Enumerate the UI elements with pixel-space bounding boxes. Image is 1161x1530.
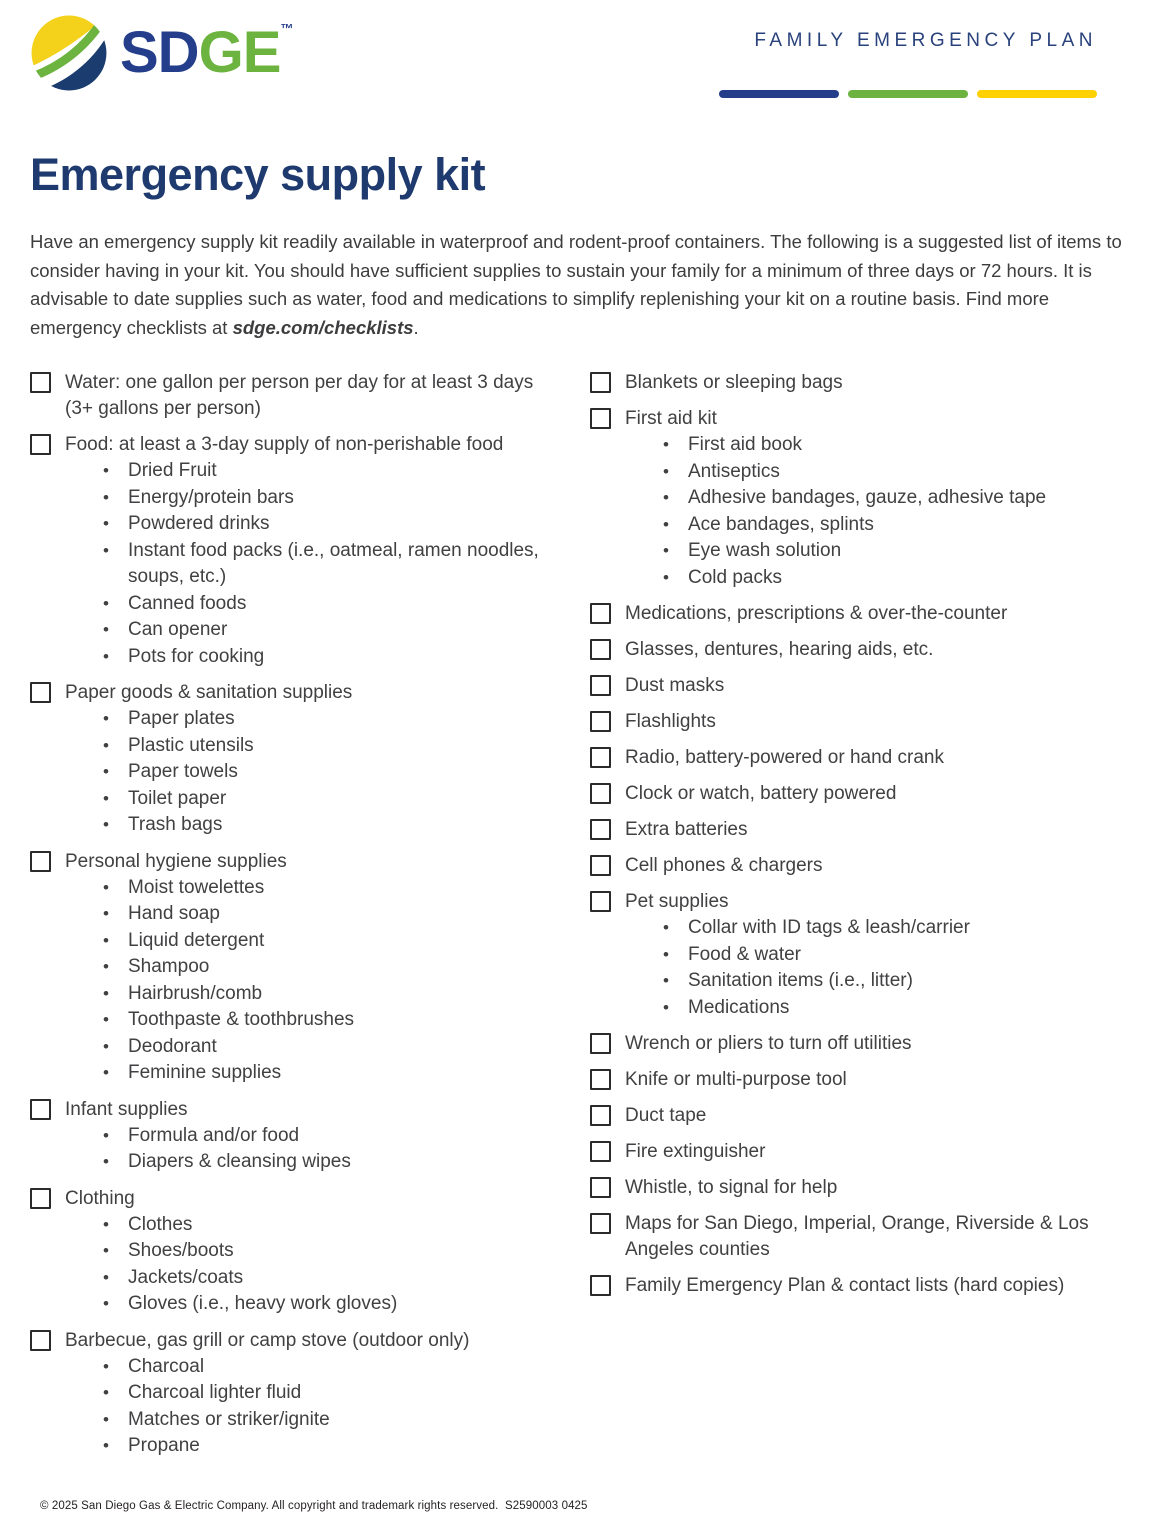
sub-item-list bbox=[65, 1123, 560, 1176]
sub-item: • Feminine supplies bbox=[103, 1060, 560, 1087]
logo-ge: GE bbox=[198, 20, 281, 85]
sub-item: • Medications bbox=[663, 995, 1111, 1022]
sub-item: • Paper plates bbox=[103, 706, 560, 733]
checklist-item bbox=[590, 745, 1111, 771]
yellow-bar bbox=[977, 90, 1097, 98]
checklist-item-label: Extra batteries bbox=[625, 819, 748, 840]
green-bar bbox=[848, 90, 968, 98]
checklist-item bbox=[590, 817, 1111, 843]
checkbox[interactable] bbox=[590, 819, 611, 840]
checklist-item-label: Flashlights bbox=[625, 711, 716, 732]
sub-item-list bbox=[65, 1212, 560, 1318]
sub-item: • Collar with ID tags & leash/carrier bbox=[663, 915, 1111, 942]
checklist-item-label: Glasses, dentures, hearing aids, etc. bbox=[625, 639, 934, 660]
sub-item: • Sanitation items (i.e., litter) bbox=[663, 968, 1111, 995]
checkbox[interactable] bbox=[590, 747, 611, 768]
checklist-item-label: Blankets or sleeping bags bbox=[625, 372, 843, 393]
checkbox[interactable] bbox=[30, 682, 51, 703]
checklist-item-label: Barbecue, gas grill or camp stove (outdoor only) bbox=[65, 1329, 470, 1351]
sub-item-list bbox=[625, 432, 1111, 591]
checklist-item-label: Paper goods & sanitation supplies bbox=[65, 682, 353, 703]
sub-item-list bbox=[65, 706, 560, 839]
sub-item: • Pots for cooking bbox=[103, 644, 560, 671]
checklist-item-label: Food: at least a 3-day supply of non-perishable food bbox=[65, 434, 504, 455]
sub-item: • Energy/protein bars bbox=[103, 485, 560, 512]
checklist-item-label: Clothing bbox=[65, 1187, 135, 1209]
sub-item: • Eye wash solution bbox=[663, 538, 1111, 565]
sub-item: • Hand soap bbox=[103, 901, 560, 928]
sub-item: • Propane bbox=[103, 1433, 560, 1460]
checkbox[interactable] bbox=[590, 1177, 611, 1198]
checklist-item-label: Clock or watch, battery powered bbox=[625, 783, 897, 804]
checklist-item-label: Medications, prescriptions & over-the-counter bbox=[625, 603, 1008, 624]
checkbox[interactable] bbox=[30, 372, 51, 393]
checkbox[interactable] bbox=[590, 1105, 611, 1126]
intro-text: Have an emergency supply kit readily available in waterproof and rodent-proof containers. The following is a suggested list of items to consider having in your kit. You should have sufficient supplies to sustain your family for a minimum of three days or 72 hours. It is advisable to date supplies such as water, food and medications to simplify replenishing your kit on a routine basis. Find more emergency checklists at bbox=[30, 231, 1122, 338]
checkbox[interactable] bbox=[30, 1188, 51, 1209]
checklist-item bbox=[590, 673, 1111, 699]
checklist-item bbox=[590, 1139, 1111, 1165]
sub-item: • Deodorant bbox=[103, 1034, 560, 1061]
sub-item: • Shampoo bbox=[103, 954, 560, 981]
checkbox[interactable] bbox=[30, 1099, 51, 1120]
checklist-item bbox=[590, 1211, 1111, 1263]
sub-item: • Formula and/or food bbox=[103, 1123, 560, 1150]
sub-item: • Diapers & cleansing wipes bbox=[103, 1149, 560, 1176]
checklist-item bbox=[30, 849, 560, 1087]
checklist-item bbox=[30, 680, 560, 839]
checklist-item-label: Pet supplies bbox=[625, 891, 729, 912]
checklist-item-label: Water: one gallon per person per day for at least 3 days (3+ gallons per person) bbox=[65, 372, 534, 419]
sub-item: • Powdered drinks bbox=[103, 511, 560, 538]
sub-item: • Matches or striker/ignite bbox=[103, 1407, 560, 1434]
checkbox[interactable] bbox=[590, 639, 611, 660]
sub-item-list bbox=[65, 875, 560, 1087]
checkbox[interactable] bbox=[590, 372, 611, 393]
sub-item: • Trash bags bbox=[103, 812, 560, 839]
checklist-item-label: Knife or multi-purpose tool bbox=[625, 1069, 847, 1090]
sub-item: • Instant food packs (i.e., oatmeal, ramen noodles, soups, etc.) bbox=[103, 538, 560, 591]
sub-item: • Dried Fruit bbox=[103, 458, 560, 485]
checklist-item bbox=[590, 370, 1111, 396]
intro-text-end: . bbox=[413, 316, 419, 338]
sub-item: • Moist towelettes bbox=[103, 875, 560, 902]
sub-item: • Gloves (i.e., heavy work gloves) bbox=[103, 1291, 560, 1318]
checklist-item bbox=[30, 1186, 560, 1318]
checklist-item bbox=[30, 1097, 560, 1176]
checklist-item bbox=[590, 781, 1111, 807]
checklist-item bbox=[590, 637, 1111, 663]
checklist-item-label: Wrench or pliers to turn off utilities bbox=[625, 1033, 912, 1054]
logo-sd: SD bbox=[120, 20, 199, 85]
sub-item: • Adhesive bandages, gauze, adhesive tape bbox=[663, 485, 1111, 512]
navy-bar bbox=[719, 90, 839, 98]
sub-item: • Hairbrush/comb bbox=[103, 981, 560, 1008]
checklist-item-label: Family Emergency Plan & contact lists (hard copies) bbox=[625, 1275, 1065, 1296]
checkbox[interactable] bbox=[30, 1330, 51, 1351]
checklists-url: sdge.com/checklists bbox=[232, 316, 414, 338]
footer-copyright: © 2025 San Diego Gas & Electric Company. All copyright and trademark rights reserved. S2590003 0425 bbox=[40, 1500, 588, 1512]
checklist-item bbox=[30, 370, 560, 422]
checklist-item-label: First aid kit bbox=[625, 408, 717, 429]
sub-item: • Shoes/boots bbox=[103, 1238, 560, 1265]
checklist-item-label: Dust masks bbox=[625, 675, 725, 696]
page-header bbox=[0, 0, 1161, 100]
checklist-item bbox=[590, 853, 1111, 879]
sub-item: • Food & water bbox=[663, 942, 1111, 969]
sub-item: • Paper towels bbox=[103, 759, 560, 786]
sub-item: • Liquid detergent bbox=[103, 928, 560, 955]
checklist-item bbox=[590, 1273, 1111, 1299]
checklist-item bbox=[590, 1175, 1111, 1201]
sub-item: • Charcoal bbox=[103, 1354, 560, 1381]
checkbox[interactable] bbox=[590, 1213, 611, 1234]
checklist-item-label: Fire extinguisher bbox=[625, 1141, 766, 1162]
intro-paragraph bbox=[30, 228, 1128, 342]
checkbox[interactable] bbox=[590, 1033, 611, 1054]
sub-item: • Charcoal lighter fluid bbox=[103, 1380, 560, 1407]
checklist-column-left bbox=[30, 370, 560, 1460]
sdge-logo-text bbox=[120, 14, 292, 92]
checklist-item bbox=[590, 406, 1111, 591]
checklist-item-label: Cell phones & chargers bbox=[625, 855, 823, 876]
sub-item: • Toilet paper bbox=[103, 786, 560, 813]
checkbox[interactable] bbox=[590, 783, 611, 804]
checkbox[interactable] bbox=[590, 1275, 611, 1296]
checklist-item bbox=[590, 601, 1111, 627]
checklist bbox=[30, 370, 1161, 1460]
sub-item: • Jackets/coats bbox=[103, 1265, 560, 1292]
sub-item: • Canned foods bbox=[103, 591, 560, 618]
sdge-logo bbox=[30, 14, 292, 92]
checkbox[interactable] bbox=[590, 1069, 611, 1090]
checkbox[interactable] bbox=[590, 675, 611, 696]
sub-item: • Toothpaste & toothbrushes bbox=[103, 1007, 560, 1034]
checklist-column-right bbox=[590, 370, 1111, 1460]
checklist-item-label: Whistle, to signal for help bbox=[625, 1177, 838, 1198]
sub-item-list bbox=[625, 915, 1111, 1021]
checklist-item bbox=[590, 709, 1111, 735]
checklist-item-label: Radio, battery-powered or hand crank bbox=[625, 747, 944, 768]
sub-item: • Can opener bbox=[103, 617, 560, 644]
checkbox[interactable] bbox=[590, 855, 611, 876]
checklist-item bbox=[590, 1067, 1111, 1093]
plan-header-block bbox=[719, 30, 1097, 98]
sub-item: • Cold packs bbox=[663, 565, 1111, 592]
plan-title: FAMILY EMERGENCY PLAN bbox=[754, 30, 1097, 51]
checkbox[interactable] bbox=[590, 408, 611, 429]
brand-color-bars bbox=[719, 90, 1097, 98]
sub-item: • Clothes bbox=[103, 1212, 560, 1239]
page-title: Emergency supply kit bbox=[30, 149, 486, 200]
trademark-symbol: ™ bbox=[280, 21, 293, 36]
sub-item-list bbox=[65, 458, 560, 670]
checklist-item bbox=[30, 1328, 560, 1460]
checklist-item-label: Personal hygiene supplies bbox=[65, 850, 287, 872]
sub-item: • First aid book bbox=[663, 432, 1111, 459]
checkbox[interactable] bbox=[590, 1141, 611, 1162]
checklist-item bbox=[590, 1031, 1111, 1057]
sub-item: • Antiseptics bbox=[663, 459, 1111, 486]
checkbox[interactable] bbox=[30, 434, 51, 455]
checklist-item bbox=[30, 432, 560, 670]
checklist-item-label: Maps for San Diego, Imperial, Orange, Riverside & Los Angeles counties bbox=[625, 1213, 1089, 1260]
checklist-item-label: Duct tape bbox=[625, 1105, 707, 1126]
checklist-item-label: Infant supplies bbox=[65, 1098, 188, 1120]
checklist-item bbox=[590, 1103, 1111, 1129]
sub-item: • Ace bandages, splints bbox=[663, 512, 1111, 539]
sub-item-list bbox=[65, 1354, 560, 1460]
sdge-globe-icon bbox=[30, 14, 108, 92]
checkbox[interactable] bbox=[590, 711, 611, 732]
checkbox[interactable] bbox=[30, 851, 51, 872]
sub-item: • Plastic utensils bbox=[103, 733, 560, 760]
checkbox[interactable] bbox=[590, 891, 611, 912]
checkbox[interactable] bbox=[590, 603, 611, 624]
checklist-item bbox=[590, 889, 1111, 1021]
